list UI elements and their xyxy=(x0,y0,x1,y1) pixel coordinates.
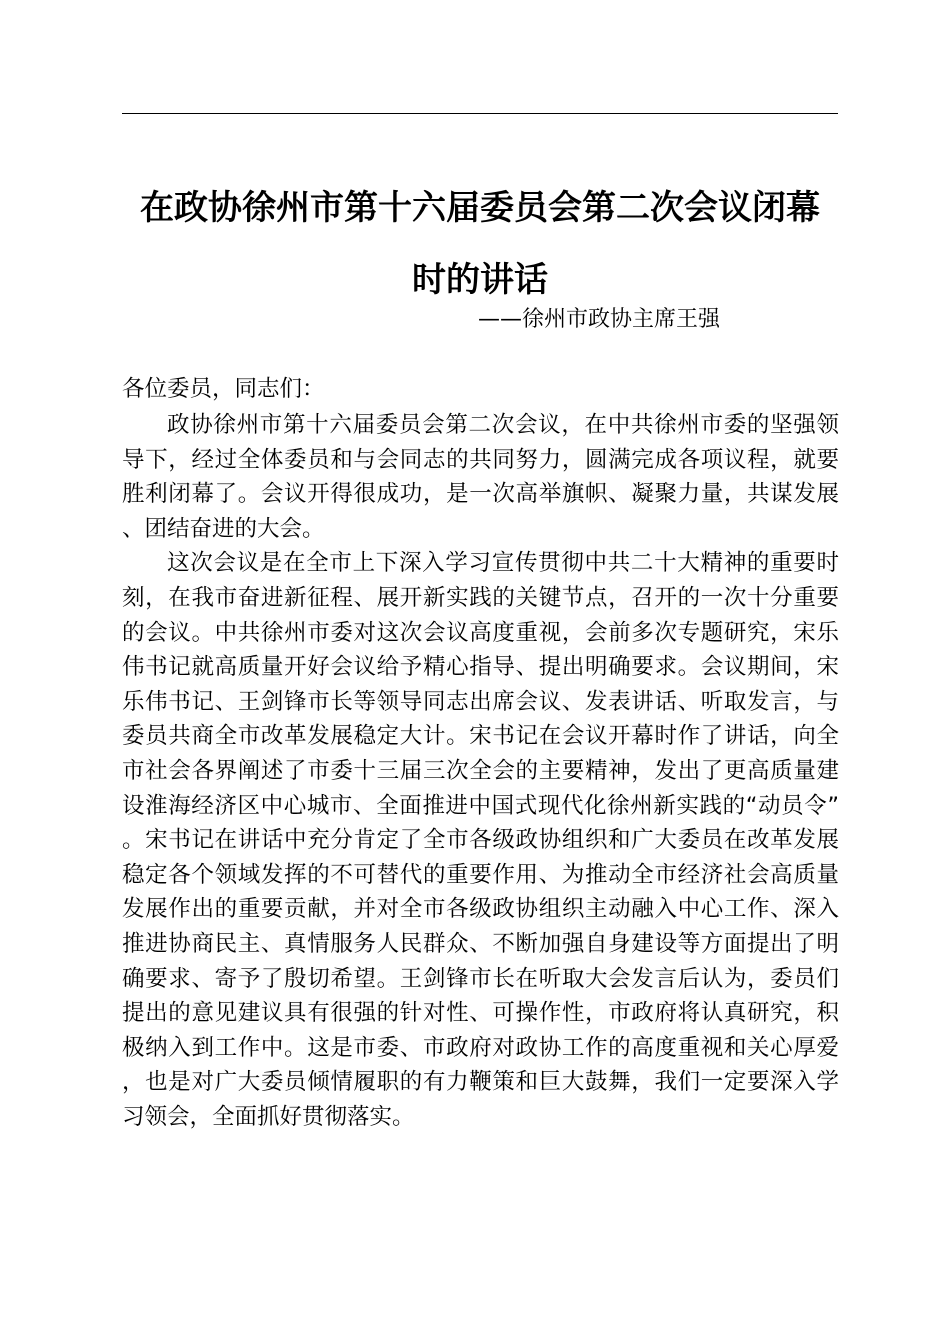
header-rule xyxy=(122,113,838,114)
salutation: 各位委员，同志们： xyxy=(122,376,325,402)
document-title xyxy=(100,172,860,316)
paragraph-1: 政协徐州市第十六届委员会第二次会议，在中共徐州市委的坚强领导下，经过全体委员和与会同志的共同努力，圆满完成各项议程，就要胜利闭幕了。会议开得很成功，是一次高举旗帜、凝聚力量，共谋发展、团结奋进的大会。 xyxy=(122,412,839,542)
speaker-byline: ——徐州市政协主席王强 xyxy=(477,307,720,332)
paragraph-2: 这次会议是在全市上下深入学习宣传贯彻中共二十大精神的重要时刻，在我市奋进新征程、展开新实践的关键节点，召开的一次十分重要的会议。中共徐州市委对这次会议高度重视，会前多次专题研究，宋乐伟书记就高质量开好会议给予精心指导、提出明确要求。会议期间，宋乐伟书记、王剑锋市长等领导同志出席会议、发表讲话、听取发言，与委员共商全市改革发展稳定大计。宋书记在会议开幕时作了讲话，向全市社会各界阐述了市委十三届三次全会的主要精神，发出了更高质量建设淮海经济区中心城市、全面推进中国式现代化徐州新实践的“动员令”。宋书记在讲话中充分肯定了全市各级政协组织和广大委员在改革发展稳定各个领域发挥的不可替代的重要作用、为推动全市经济社会高质量发展作出的重要贡献，并对全市各级政协组织主动融入中心工作、深入推进协商民主、真情服务人民群众、不断加强自身建设等方面提出了明确要求、寄予了殷切希望。王剑锋市长在听取大会发言后认为，委员们提出的意见建议具有很强的针对性、可操作性，市政府将认真研究，积极纳入到工作中。这是市委、市政府对政协工作的高度重视和关心厚爱，也是对广大委员倾情履职的有力鞭策和巨大鼓舞，我们一定要深入学习领会，全面抓好贯彻落实。 xyxy=(122,550,839,1130)
speech-body xyxy=(122,408,839,1134)
title-line-2: 时的讲话 xyxy=(412,260,548,300)
title-line-1: 在政协徐州市第十六届委员会第二次会议闭幕 xyxy=(140,188,820,228)
